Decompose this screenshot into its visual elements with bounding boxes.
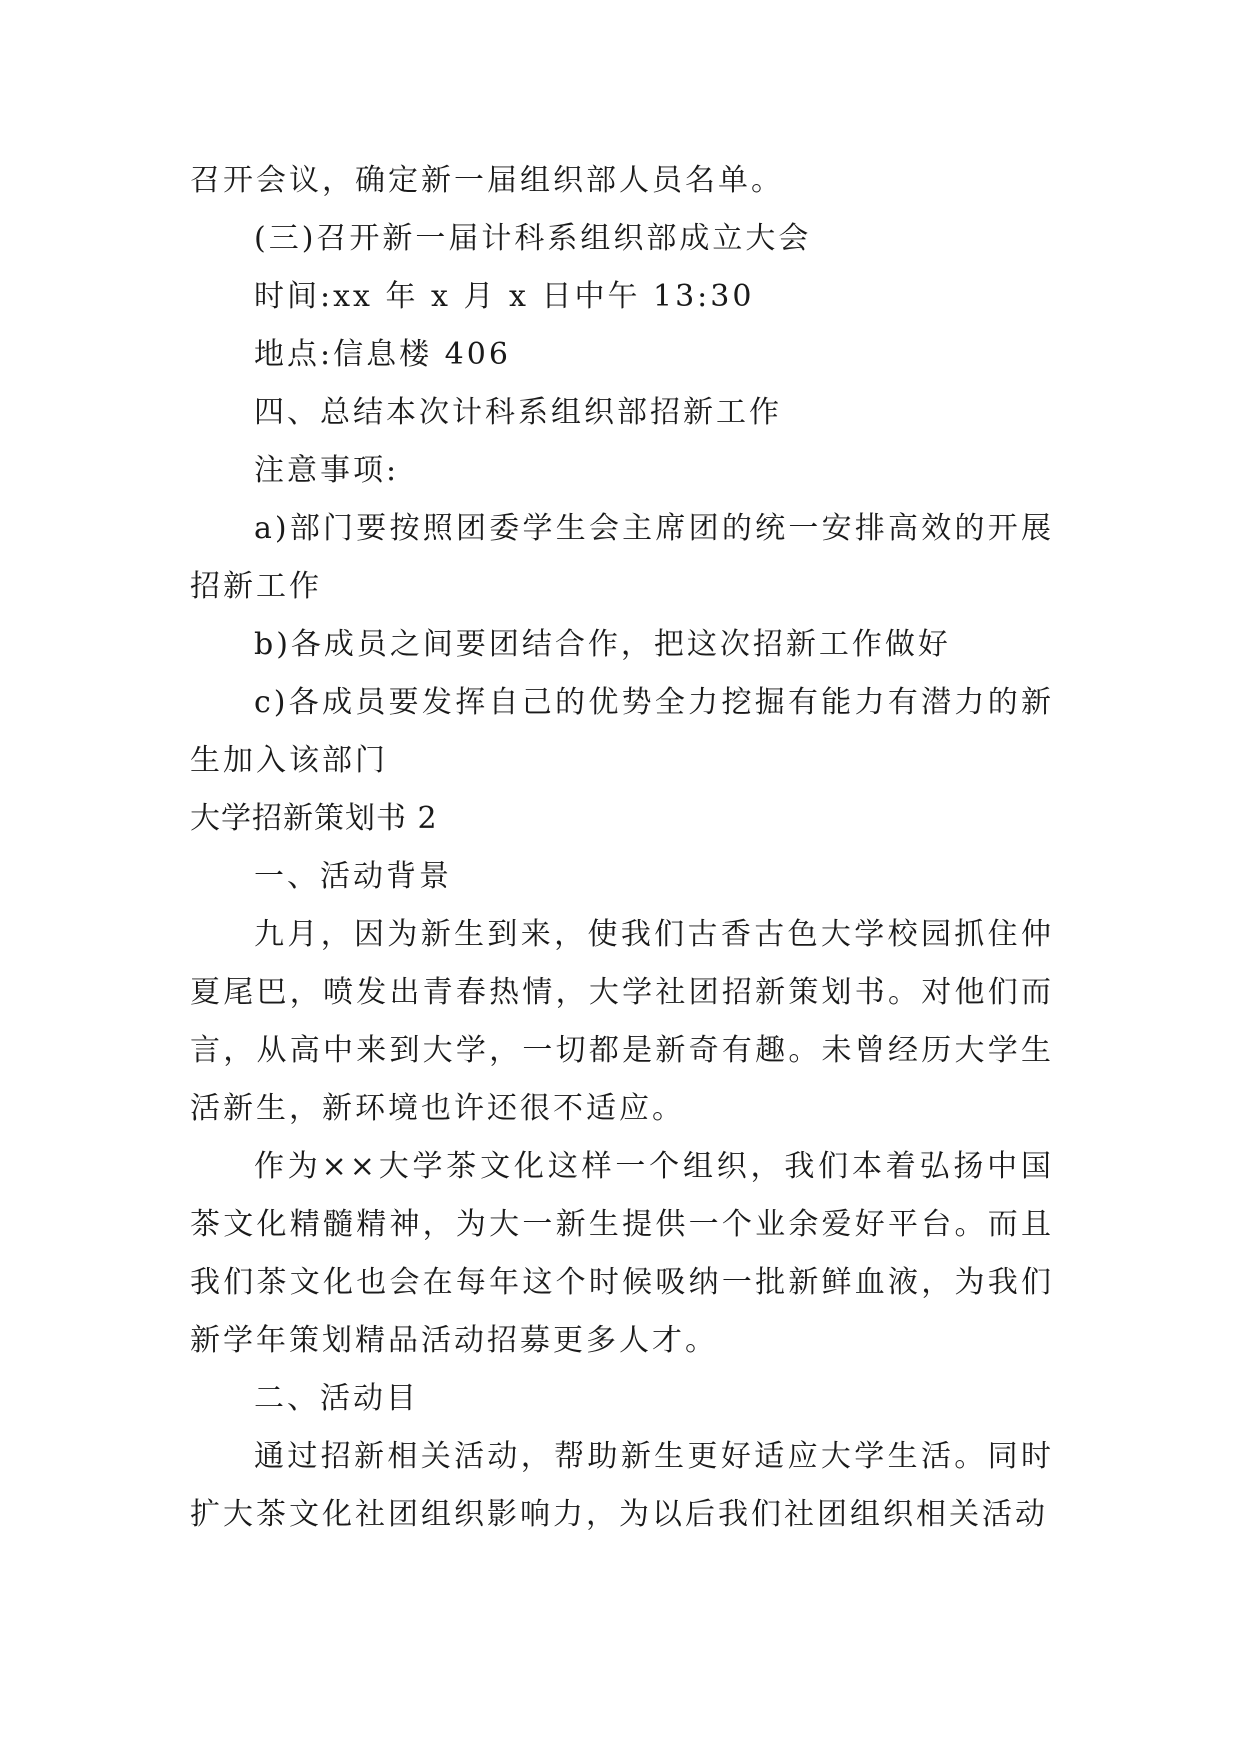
section-heading: 四、总结本次计科系组织部招新工作 — [254, 395, 782, 430]
meeting-time: 时间:xx 年 x 月 x 日中午 13:30 — [254, 279, 755, 314]
note-item: a)部门要按照团委学生会主席团的统一安排高效的开展招新工作 — [190, 511, 1054, 604]
section-heading: 一、活动背景 — [254, 859, 452, 894]
body-paragraph: 作为××大学茶文化这样一个组织，我们本着弘扬中国茶文化精髓精神，为大一新生提供一个业余爱好平台。而且我们茶文化也会在每年这个时候吸纳一批新鲜血液，为我们新学年策划精品活动招募更多人才。 — [190, 1149, 1054, 1358]
body-paragraph: 通过招新相关活动，帮助新生更好适应大学生活。同时扩大茶文化社团组织影响力，为以后我们社团组织相关活动 — [190, 1439, 1054, 1532]
document-title: 大学招新策划书 2 — [190, 801, 438, 836]
section-heading: (三)召开新一届计科系组织部成立大会 — [254, 221, 812, 256]
note-item: c)各成员要发挥自己的优势全力挖掘有能力有潜力的新生加入该部门 — [190, 685, 1054, 778]
body-paragraph: 九月，因为新生到来，使我们古香古色大学校园抓住仲夏尾巴，喷发出青春热情，大学社团招新策划书。对他们而言，从高中来到大学，一切都是新奇有趣。未曾经历大学生活新生，新环境也许还很不适应。 — [190, 917, 1054, 1126]
note-item: b)各成员之间要团结合作，把这次招新工作做好 — [254, 627, 951, 662]
section-heading: 二、活动目 — [254, 1381, 419, 1416]
paragraph-line: 召开会议，确定新一届组织部人员名单。 — [190, 163, 784, 198]
meeting-location: 地点:信息楼 406 — [254, 337, 511, 372]
document-body — [190, 152, 1054, 1544]
notes-heading: 注意事项: — [254, 453, 400, 488]
